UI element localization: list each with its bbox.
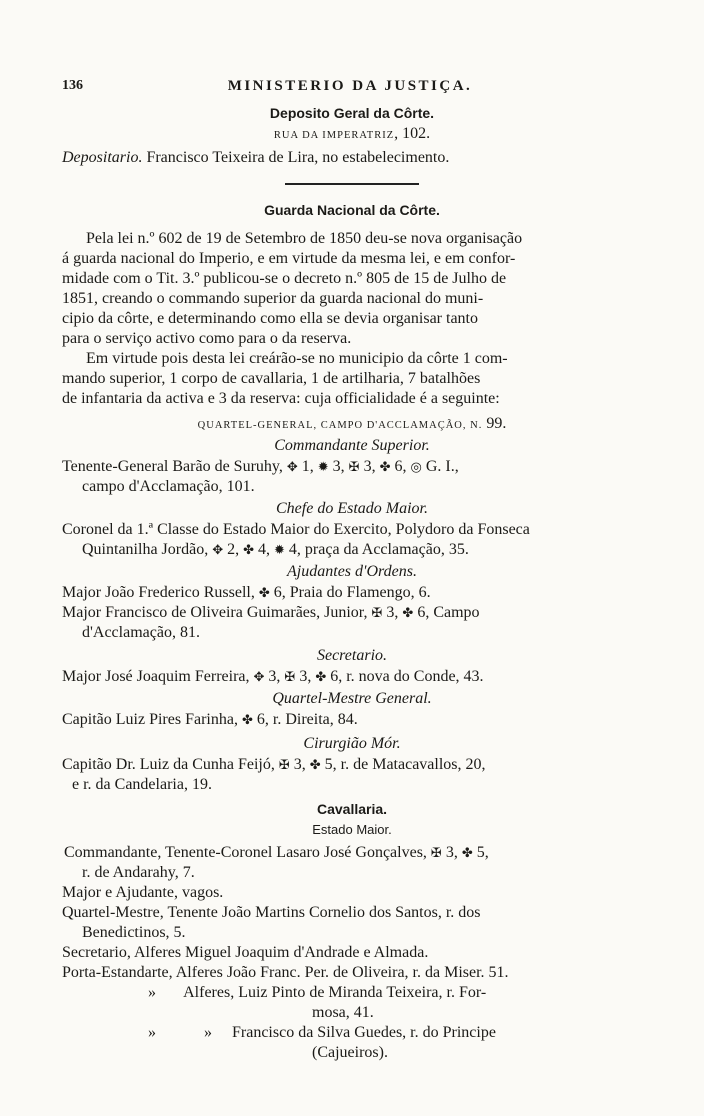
officer-entry: Tenente-General Barão de Suruhy, ✥ 1, ✹ 3, ✠ 3, ✤ 6, ◎ G. I., (62, 458, 459, 475)
cavallaria-entry: Benedictinos, 5. (82, 924, 186, 941)
officer-entry: Quintanilha Jordão, ✥ 2, ✤ 4, ✹ 4, praça da Acclamação, 35. (82, 541, 469, 558)
officer-entry: Major Francisco de Oliveira Guimarães, Junior, ✠ 3, ✤ 6, Campo (62, 604, 480, 621)
order-badge-icon: ✤ (258, 586, 270, 601)
cavallaria-title: Cavallaria. (316, 801, 388, 817)
cavallaria-entry: (Cajueiros). (312, 1044, 388, 1061)
deposito-address: RUA DA IMPERATRIZ, 102. (273, 125, 431, 142)
paragraph-line: Em virtude pois desta lei creárão-se no municipio da côrte 1 com- (86, 350, 508, 367)
officer-entry: campo d'Acclamação, 101. (82, 478, 255, 495)
paragraph-line: mando superior, 1 corpo de cavallaria, 1 de artilharia, 7 batalhões (62, 370, 481, 387)
order-badge-icon: ✤ (309, 758, 321, 773)
cavallaria-entry: mosa, 41. (312, 1004, 374, 1021)
order-cross-icon: ✥ (212, 543, 224, 558)
order-star-icon: ✹ (274, 543, 285, 558)
page-number: 136 (62, 78, 83, 93)
depositario-line: Depositario. Francisco Teixeira de Lira, no estabelecimento. (62, 149, 450, 166)
order-badge-icon: ✤ (241, 713, 253, 728)
officer-entry: e r. da Candelaria, 19. (72, 776, 212, 793)
order-badge-icon: ✤ (243, 543, 255, 558)
order-circle-icon: ◎ (410, 460, 422, 475)
paragraph-line: midade com o Tit. 3.º publicou-se o decreto n.º 805 de 15 de Julho de (62, 270, 507, 287)
officer-entry: Coronel da 1.ª Classe do Estado Maior do Exercito, Polydoro da Fonseca (62, 521, 530, 538)
cavallaria-entry: Secretario, Alferes Miguel Joaquim d'Andrade e Almada. (62, 944, 429, 961)
quartel-general-line: QUARTEL-GENERAL, CAMPO D'ACCLAMAÇÃO, N. 99. (197, 415, 507, 432)
officer-heading: Cirurgião Mór. (303, 735, 401, 752)
officer-entry: d'Acclamação, 81. (82, 624, 200, 641)
guarda-title: Guarda Nacional da Côrte. (264, 202, 440, 218)
cavallaria-entry: Porta-Estandarte, Alferes João Franc. Per. de Oliveira, r. da Miser. 51. (62, 964, 509, 981)
cavallaria-entry: Commandante, Tenente-Coronel Lasaro José Gonçalves, ✠ 3, ✤ 5, (64, 844, 489, 861)
officer-heading: Quartel-Mestre General. (272, 690, 432, 707)
officer-heading: Secretario. (316, 647, 388, 664)
officer-heading: Commandante Superior. (274, 437, 430, 454)
officer-entry: Major João Frederico Russell, ✤ 6, Praia do Flamengo, 6. (62, 584, 431, 601)
running-header (62, 78, 638, 98)
officer-entry: Capitão Luiz Pires Farinha, ✤ 6, r. Direita, 84. (62, 711, 358, 728)
order-star-icon: ✹ (317, 460, 329, 475)
officer-entry: Capitão Dr. Luiz da Cunha Feijó, ✠ 3, ✤ 5, r. de Matacavallos, 20, (62, 756, 486, 773)
paragraph-line: cipio da côrte, e determinando como ella se devia organisar tanto (62, 310, 478, 327)
order-cross-icon: ✠ (284, 670, 296, 685)
order-badge-icon: ✤ (315, 670, 327, 685)
cavallaria-entry: » Alferes, Luiz Pinto de Miranda Teixeira, r. For- (148, 984, 487, 1001)
cavallaria-entry: Major e Ajudante, vagos. (62, 884, 224, 901)
cavallaria-entry: Quartel-Mestre, Tenente João Martins Cornelio dos Santos, r. dos (62, 904, 481, 921)
paragraph-line: Pela lei n.º 602 de 19 de Setembro de 1850 deu-se nova organisação (86, 230, 523, 247)
cavallaria-entry: » » Francisco da Silva Guedes, r. do Principe (148, 1024, 496, 1041)
deposito-title: Deposito Geral da Côrte. (269, 105, 435, 121)
ministry-title: MINISTERIO DA JUSTIÇA. (227, 78, 473, 94)
order-cross-icon: ✠ (430, 846, 442, 861)
order-badge-icon: ✤ (379, 460, 391, 475)
paragraph-line: de infantaria da activa e 3 da reserva: cuja officialidade é a seguinte: (62, 390, 500, 407)
order-badge-icon: ✤ (461, 846, 473, 861)
officer-heading: Chefe do Estado Maior. (276, 500, 428, 517)
order-cross-icon: ✥ (286, 460, 298, 475)
section-divider (285, 183, 419, 185)
officer-entry: Major José Joaquim Ferreira, ✥ 3, ✠ 3, ✤ 6, r. nova do Conde, 43. (62, 668, 484, 685)
officer-heading: Ajudantes d'Ordens. (287, 563, 417, 580)
order-cross-icon: ✠ (348, 460, 360, 475)
paragraph-line: á guarda nacional do Imperio, e em virtude da mesma lei, e em confor- (62, 250, 516, 267)
order-cross-icon: ✠ (371, 606, 383, 621)
order-cross-icon: ✠ (278, 758, 290, 773)
paragraph-line: para o serviço activo como para o da reserva. (62, 330, 352, 347)
order-badge-icon: ✤ (402, 606, 414, 621)
cavallaria-subtitle: Estado Maior. (312, 822, 392, 837)
cavallaria-entry: r. de Andarahy, 7. (82, 864, 195, 881)
paragraph-line: 1851, creando o commando superior da guarda nacional do muni- (62, 290, 484, 307)
order-cross-icon: ✥ (253, 670, 265, 685)
